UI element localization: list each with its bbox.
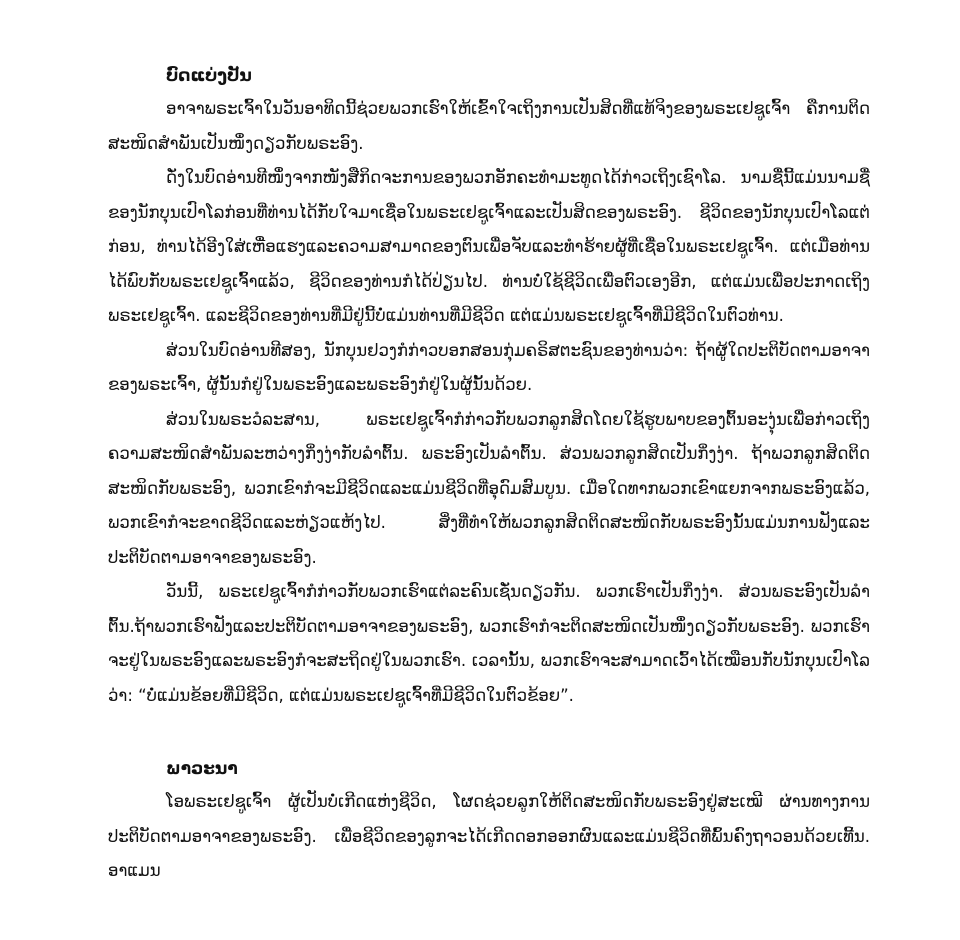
reflection-paragraph-5: ວັນນີ້, ພຣະເຢຊູເຈົ້າກໍກ່າວກັບພວກເຮົາແຕ່ລະຄົນເຊັ່ນດຽວກັນ. ພວກເຮົາເປັນກິ່ງງ່າ. ສ່ວນພຣະອົງເປັນລຳຕົ້ນ.ຖ້າພວກເຮົາຟັງແລະປະຕິບັດຕາມອາຈາຂອງພຣະອົງ, ພວກເຮົາກໍຈະຕິດສະໜິດເປັນໜຶ່ງດຽວກັບພຣະອົງ. ພວກເຮົາຈະຢູ່ໃນພຣະອົງແລະພຣະອົງກໍຈະສະຖິດຢູ່ໃນພວກເຮົາ. ເວລານັ້ນ, ພວກເຮົາຈະສາມາດເວົ້າໄດ້ເໝືອນກັບນັກບຸນເປົາໂລວ່າ: “ບໍ່ແມ່ນຂ້ອຍທີ່ມີຊີວິດ, ແຕ່ແມ່ນພຣະເຢຊູເຈົ້າທີ່ມີຊີວິດໃນຕົວຂ້ອຍ”. — [108, 582, 870, 705]
reflection-paragraph-1: ອາຈາພຣະເຈົ້າໃນວັນອາທິດນີ້ຊ່ວຍພວກເຮົາໃຫ້ເຂົ້າໃຈເຖິງການເປັນສິດທີ່ແທ້ຈິງຂອງພຣະເຢຊູເຈົ້າ ຄືການຕິດສະໜິດສຳພັນເປັນໜຶ່ງດຽວກັບພຣະອົງ. — [108, 99, 870, 153]
reflection-paragraph-4: ສ່ວນໃນພຣະວໍລະສານ, ພຣະເຢຊູເຈົ້າກໍກ່າວກັບພວກລູກສິດໂດຍໃຊ້ຮູບພາບຂອງຕົ້ນອະງຸ່ນເພື່ອກ່າວເຖິງຄວາມສະໜິດສຳພັນລະຫວ່າງກິ່ງງ່າກັບລຳຕົ້ນ. ພຣະອົງເປັນລຳຕົ້ນ. ສ່ວນພວກລູກສິດເປັນກິ່ງງ່າ. ຖ້າພວກລູກສິດຕິດສະໜິດກັບພຣະອົງ, ພວກເຂົາກໍຈະມີຊີວິດແລະແມ່ນຊີວິດທີ່ອຸດົມສົມບູນ. ເມື່ອໃດທາກພວກເຂົາແຍກຈາກພຣະອົງແລ້ວ, ພວກເຂົາກໍຈະຂາດຊີວິດແລະຫ່ຽວແຫ້ງໄປ. ສິ່ງທີ່ທຳໃຫ້ພວກລູກສິດຕິດສະໜິດກັບພຣະອົງນັ້ນແມ່ນການຟັງແລະປະຕິບັດຕາມອາຈາຂອງພຣະອົງ. — [108, 409, 870, 567]
reflection-heading: ບົດແບ່ງປັນ — [166, 66, 252, 86]
reflection-paragraph-2: ດັ່ງໃນບົດອ່ານທີໜຶ່ງຈາກໜັງສືກິດຈະການຂອງພວກອັກຄະທຳມະທູດໄດ້ກ່າວເຖິງເຊົາໂລ. ນາມຊື່ນີ້ແມ່ນນາມຊື່ຂອງນັກບຸນເປົາໂລກ່ອນທີ່ທ່ານໄດ້ກັບໃຈມາເຊື່ອໃນພຣະເຢຊູເຈົ້າແລະເປັນສິດຂອງພຣະອົງ. ຊີວິດຂອງນັກບຸນເປົາໂລແຕ່ກ່ອນ, ທ່ານໄດ້ອີງໃສ່ເຫື່ອແຮງແລະຄວາມສາມາດຂອງຕົນເພື່ອຈັບແລະທຳຮ້າຍຜູ້ທີ່ເຊື່ອໃນພຣະເຢຊູເຈົ້າ. ແຕ່ເມື່ອທ່ານໄດ້ພົບກັບພຣະເຢຊູເຈົ້າແລ້ວ, ຊີວິດຂອງທ່ານກໍໄດ້ປ່ຽນໄປ. ທ່ານບໍ່ໃຊ້ຊີວິດເພື່ອຕົວເອງອີກ, ແຕ່ແມ່ນເພື່ອປະກາດເຖິງພຣະເຢຊູເຈົ້າ. ແລະຊີວິດຂອງທ່ານທີ່ມີຢູ່ນີ້ບໍ່ແມ່ນທ່ານທີ່ມີຊີວິດ ແຕ່ແມ່ນພຣະເຢຊູເຈົ້າທີ່ມີຊີວິດໃນຕົວທ່ານ. — [108, 168, 870, 325]
prayer-heading: ພາວະນາ — [166, 759, 238, 779]
reflection-section — [108, 64, 870, 713]
prayer-paragraph: ໂອພຣະເຢຊູເຈົ້າ ຜູ້ເປັນບໍ່ເກີດແຫ່ງຊີວິດ, ໂຜດຊ່ວຍລູກໃຫ້ຕິດສະໜິດກັບພຣະອົງຢູ່ສະເໝີ ຜ່ານທາງການປະຕິບັດຕາມອາຈາຂອງພຣະອົງ. ເພື່ອຊີວິດຂອງລູກຈະໄດ້ເກີດດອກອອກຜົນແລະແມ່ນຊີວິດທີ່ພົ້ນຄົງຖາວອນດ້ວຍເທີ້ນ. ອາແມນ — [108, 792, 870, 880]
document-body — [108, 64, 870, 889]
reflection-paragraph-3: ສ່ວນໃນບົດອ່ານທີສອງ, ນັກບຸນຢວງກໍກ່າວບອກສອນກຸ່ມຄຣິສຕະຊົນຂອງທ່ານວ່າ: ຖ້າຜູ້ໃດປະຕິບັດຕາມອາຈາຂອງພຣະເຈົ້າ, ຜູ້ນັ້ນກໍຢູ່ໃນພຣະອົງແລະພຣະອົງກໍຢູ່ໃນຜູ້ນັ້ນດ້ວຍ. — [108, 340, 870, 394]
section-spacer — [108, 713, 870, 757]
prayer-section — [108, 757, 870, 889]
